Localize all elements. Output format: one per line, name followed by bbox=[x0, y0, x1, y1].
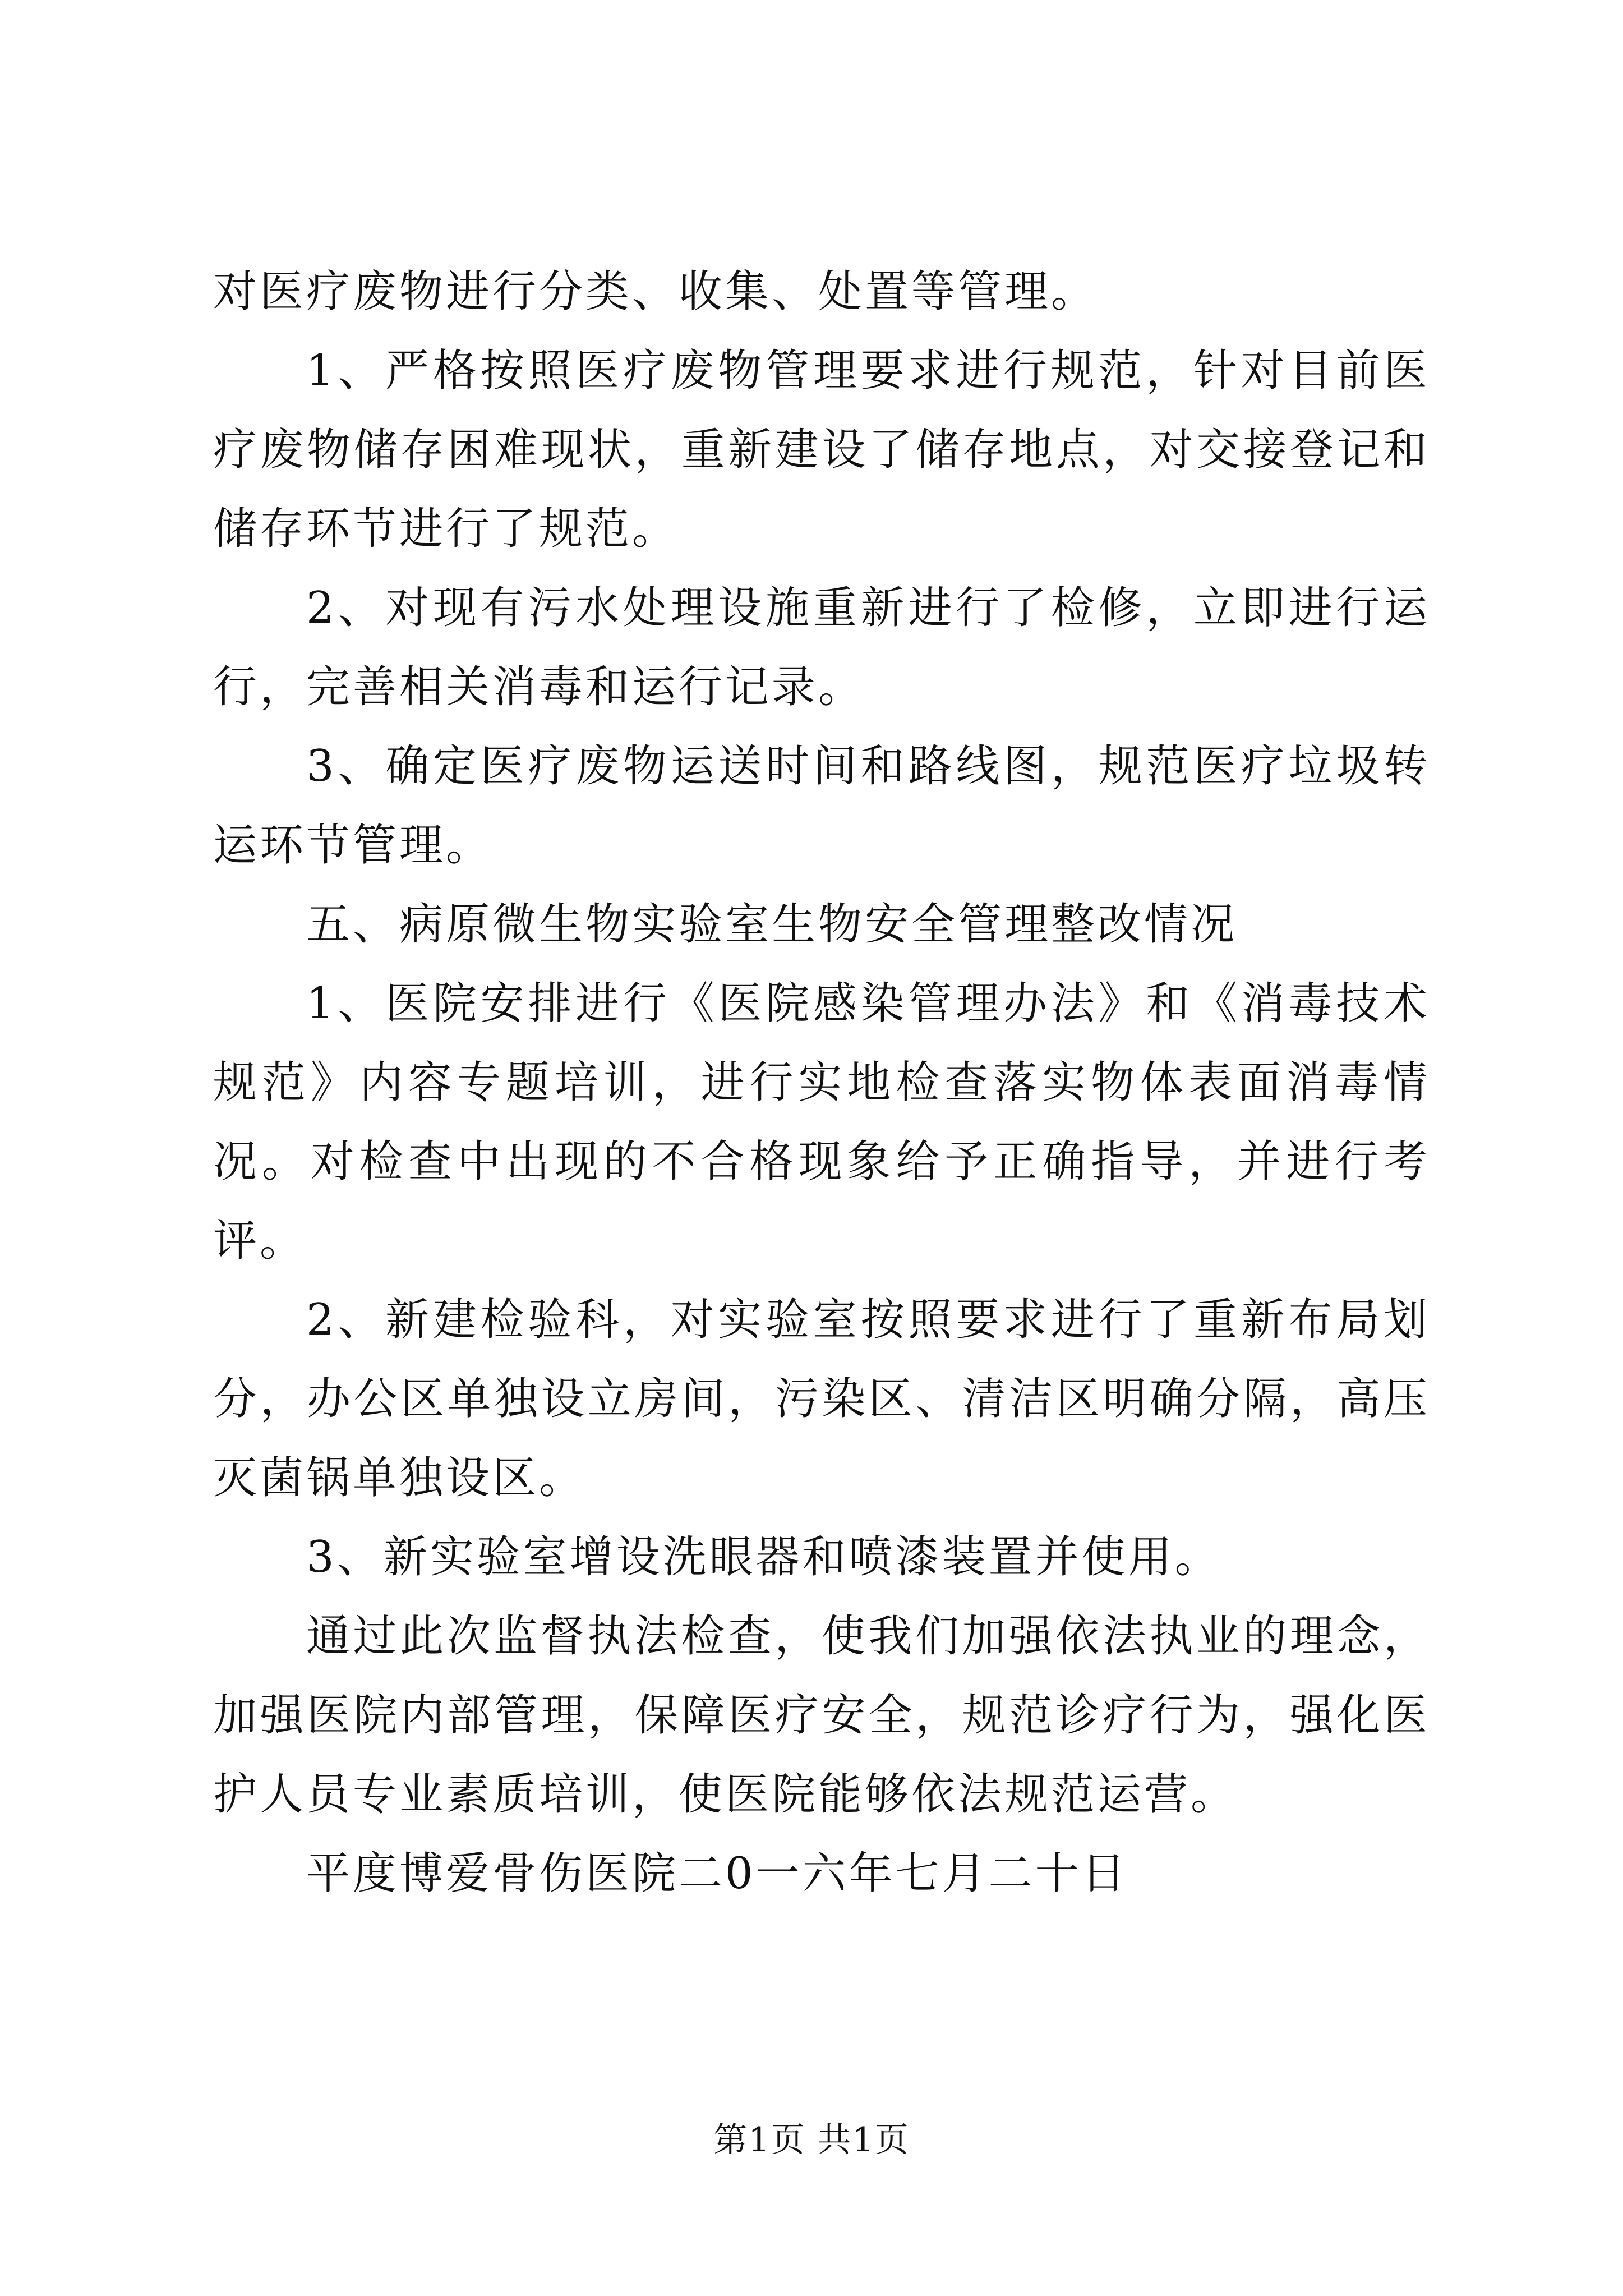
paragraph-waste-item-1: 1、严格按照医疗废物管理要求进行规范，针对目前医疗废物储存困难现状，重新建设了储存地点，对交接登记和储存环节进行了规范。 bbox=[213, 346, 1430, 554]
paragraph-waste-item-2: 2、对现有污水处理设施重新进行了检修，立即进行运行，完善相关消毒和运行记录。 bbox=[213, 583, 1430, 712]
paragraph-lab-item-2: 2、新建检验科，对实验室按照要求进行了重新布局划分，办公区单独设立房间，污染区、清洁区明确分隔，高压灭菌锅单独设区。 bbox=[213, 1295, 1430, 1503]
page-footer: 第1页 共1页 bbox=[713, 2120, 910, 2160]
signature-hospital-date: 平度博爱骨伤医院二0一六年七月二十日 bbox=[306, 1848, 1128, 1899]
paragraph-conclusion: 通过此次监督执法检查，使我们加强依法执业的理念，加强医院内部管理，保障医疗安全，规范诊疗行为，强化医护人员专业素质培训，使医院能够依法规范运营。 bbox=[213, 1611, 1430, 1820]
paragraph-lab-item-1: 1、医院安排进行《医院感染管理办法》和《消毒技术规范》内容专题培训，进行实地检查落实物体表面消毒情况。对检查中出现的不合格现象给予正确指导，并进行考评。 bbox=[213, 978, 1430, 1266]
paragraph-lab-item-3: 3、新实验室增设洗眼器和喷漆装置并使用。 bbox=[306, 1532, 1221, 1582]
document-body bbox=[213, 252, 1430, 1913]
paragraph-waste-item-3: 3、确定医疗废物运送时间和路线图，规范医疗垃圾转运环节管理。 bbox=[213, 741, 1430, 871]
section-heading-lab-biosafety: 五、病原微生物实验室生物安全管理整改情况 bbox=[306, 899, 1238, 950]
paragraph-medical-waste-intro: 对医疗废物进行分类、收集、处置等管理。 bbox=[213, 266, 1098, 317]
